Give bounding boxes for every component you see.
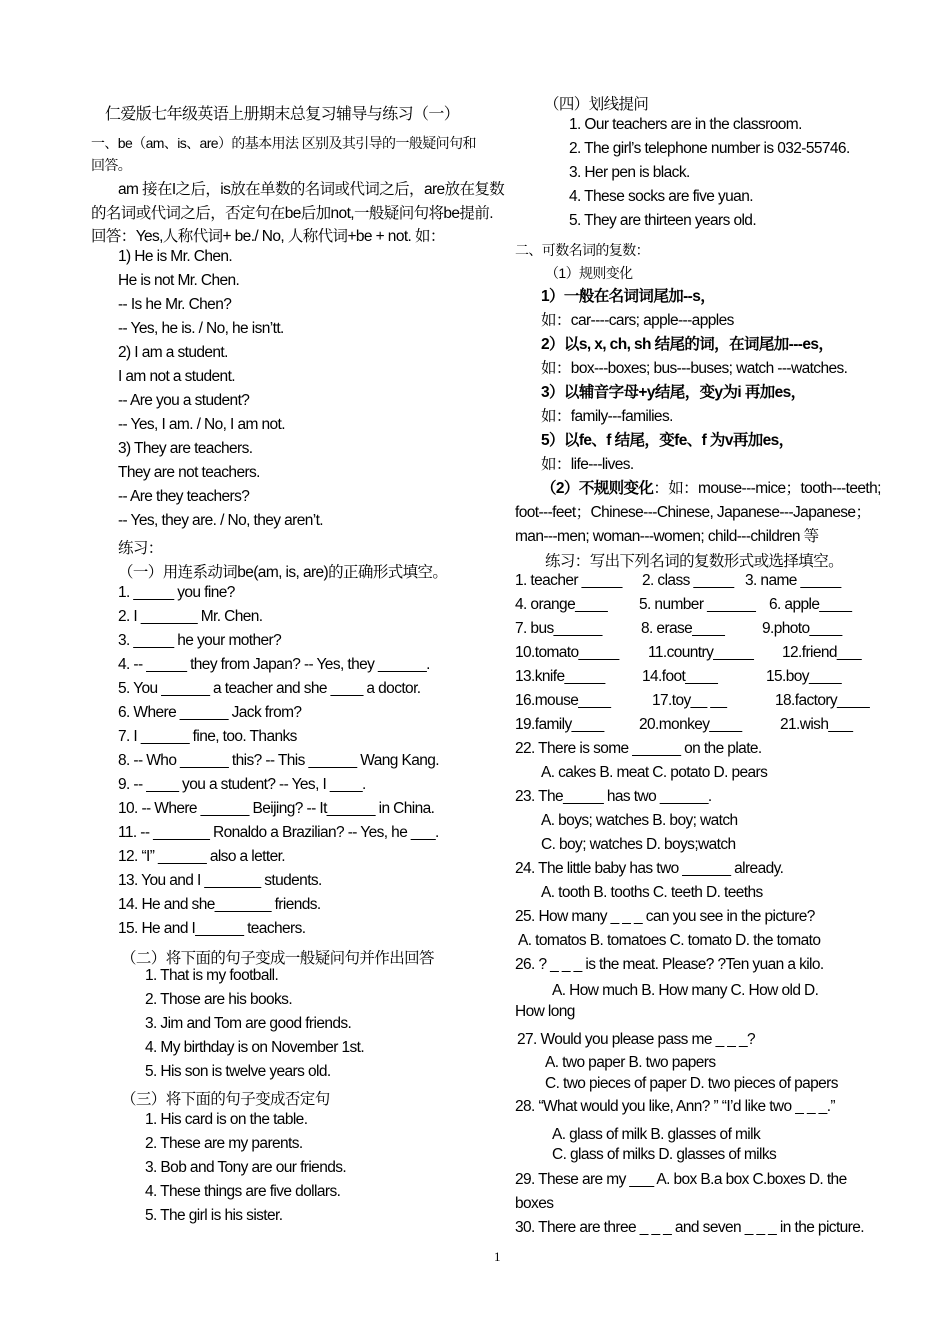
question-28-options-2: C. glass of milks D. glasses of milks (552, 1146, 777, 1163)
exercise-item: 3. Jim and Tom are good friends. (145, 1015, 352, 1032)
intro-line-3: am 接在I之后，is放在单数的名词或代词之后，are放在复数 (118, 181, 505, 198)
irregular-heading: （2）不规则变化 (541, 480, 654, 497)
question-29-continued: boxes (515, 1195, 554, 1212)
exercise-item: 2. I _______ Mr. Chen. (118, 608, 263, 625)
question-28: 28. “What would you like, Ann? ” “I’d like two _ _ _.” (515, 1098, 835, 1115)
plural-item: 9.photo____ (762, 620, 842, 637)
example-line: They are not teachers. (118, 464, 260, 481)
example-line: I am not a student. (118, 368, 235, 385)
practice-label: 练习： (118, 540, 163, 557)
plural-item: 13.knife_____ (515, 668, 605, 685)
example-line: 2) I am a student. (118, 344, 228, 361)
exercise-item: 13. You and I _______ students. (118, 872, 322, 889)
exercise-item: 4. My birthday is on November 1st. (145, 1039, 365, 1056)
rule-1: 1）一般在名词词尾加--s， (541, 288, 716, 305)
exercise-item: 14. He and she_______ friends. (118, 896, 321, 913)
document-title: 仁爱版七年级英语上册期末总复习辅导与练习（一） (105, 106, 460, 123)
plural-item: 6. apple____ (769, 596, 852, 613)
exercise-item: 2. These are my parents. (145, 1135, 303, 1152)
rule-2-example: 如：box---boxes; bus---buses; watch ---watches. (541, 360, 848, 377)
exercise-item: 15. He and I______ teachers. (118, 920, 306, 937)
example-line: 1) He is Mr. Chen. (118, 248, 233, 265)
exercise-item: 2. The girl’s telephone number is 032-55746. (569, 140, 850, 157)
irregular-line-1 (541, 476, 881, 498)
plural-item: 19.family____ (515, 716, 604, 733)
question-25: 25. How many _ _ _ can you see in the picture? (515, 908, 815, 925)
exercise-item: 1. His card is on the table. (145, 1111, 308, 1128)
irregular-line-2: foot---feet；Chinese---Chinese, Japanese---Japanese； (515, 504, 871, 521)
section2-title: （二）将下面的句子变成一般疑问句并作出回答 (121, 950, 434, 967)
plural-item: 1. teacher _____ (515, 572, 622, 589)
question-22-options: A. cakes B. meat C. potato D. pears (541, 764, 768, 781)
question-23: 23. The_____ has two ______. (515, 788, 712, 805)
exercise-item: 11. -- _______ Ronaldo a Brazilian? -- Yes, he ___. (118, 824, 439, 841)
example-line: -- Are they teachers? (118, 488, 250, 505)
plural-item: 21.wish___ (780, 716, 853, 733)
exercise-item: 8. -- Who ______ this? -- This ______ Wang Kang. (118, 752, 440, 769)
question-23-options-2: C. boy; watches D. boys;watch (541, 836, 736, 853)
question-29: 29. These are my ___ A. box B.a box C.boxes D. the (515, 1171, 847, 1188)
irregular-line-3: man---men; woman---women; child---children 等 (515, 528, 819, 545)
question-26: 26. ? _ _ _ is the meat. Please? ?Ten yuan a kilo. (515, 956, 824, 973)
question-22: 22. There is some ______ on the plate. (515, 740, 762, 757)
question-30: 30. There are three _ _ _ and seven _ _ _ in the picture. (515, 1219, 864, 1236)
plural-item: 14.foot____ (642, 668, 718, 685)
exercise-item: 4. These things are five dollars. (145, 1183, 341, 1200)
example-line: -- Yes, he is. / No, he isn’tt. (118, 320, 284, 337)
plural-item: 8. erase____ (641, 620, 725, 637)
plural-item: 12.friend___ (782, 644, 861, 661)
rule-2: 2）以s, x, ch, sh 结尾的词，在词尾加---es， (541, 336, 834, 353)
exercise-item: 5. They are thirteen years old. (569, 212, 757, 229)
example-line: -- Are you a student? (118, 392, 250, 409)
exercise-item: 7. I ______ fine, too. Thanks (118, 728, 297, 745)
plural-item: 4. orange____ (515, 596, 608, 613)
exercise-item: 2. Those are his books. (145, 991, 293, 1008)
plural-item: 2. class _____ (642, 572, 734, 589)
section1-title: （一）用连系动词be(am, is, are)的正确形式填空。 (118, 564, 448, 581)
rule-3: 3）以辅音字母+y结尾，变y为i 再加es， (541, 384, 806, 401)
exercise-item: 9. -- ____ you a student? -- Yes, I ____. (118, 776, 366, 793)
regular-title: （1）规则变化 (545, 265, 633, 281)
question-27-options-2: C. two pieces of paper D. two pieces of papers (545, 1075, 838, 1092)
question-26-options-1: A. How much B. How many C. How old D. (552, 982, 819, 999)
plural-item: 5. number ______ (639, 596, 756, 613)
plural-item: 15.boy____ (766, 668, 842, 685)
part2-title: 二、可数名词的复数： (515, 242, 649, 258)
plural-item: 10.tomato_____ (515, 644, 619, 661)
exercise-item: 1. Our teachers are in the classroom. (569, 116, 802, 133)
exercise-item: 5. His son is twelve years old. (145, 1063, 331, 1080)
example-line: 3) They are teachers. (118, 440, 253, 457)
intro-line-2: 回答。 (91, 157, 132, 173)
rule-1-example: 如：car----cars; apple---apples (541, 312, 734, 329)
example-line: He is not Mr. Chen. (118, 272, 240, 289)
question-27-options-1: A. two paper B. two papers (545, 1054, 716, 1071)
example-line: -- Is he Mr. Chen? (118, 296, 232, 313)
plural-item: 11.country_____ (648, 644, 754, 661)
exercise-item: 5. You ______ a teacher and she ____ a doctor. (118, 680, 421, 697)
plural-item: 20.monkey____ (639, 716, 742, 733)
exercise-item: 4. These socks are five yuan. (569, 188, 753, 205)
plural-item: 18.factory____ (775, 692, 870, 709)
intro-line-4: 的名词或代词之后，否定句在be后加not,一般疑问句将be提前. (91, 205, 493, 222)
exercise-item: 5. The girl is his sister. (145, 1207, 283, 1224)
section4-title: （四）划线提问 (544, 96, 649, 113)
question-23-options-1: A. boys; watches B. boy; watch (541, 812, 738, 829)
question-24: 24. The little baby has two ______ already. (515, 860, 784, 877)
exercise-item: 3. Her pen is black. (569, 164, 690, 181)
exercise-item: 12. “I” ______ also a letter. (118, 848, 285, 865)
plural-item: 16.mouse____ (515, 692, 611, 709)
rule-3-example: 如：family---families. (541, 408, 673, 425)
example-line: -- Yes, they are. / No, they aren’t. (118, 512, 323, 529)
question-24-options: A. tooth B. tooths C. teeth D. teeths (541, 884, 763, 901)
question-28-options-1: A. glass of milk B. glasses of milk (552, 1126, 761, 1143)
question-26-options-2: How long (515, 1003, 575, 1020)
exercise-item: 3. Bob and Tony are our friends. (145, 1159, 347, 1176)
irregular-examples: ：如：mouse---mice；tooth---teeth; (653, 480, 881, 497)
exercise-item: 1. _____ you fine? (118, 584, 235, 601)
plural-item: 17.toy__ __ (652, 692, 727, 709)
intro-line-5: 回答：Yes,人称代词+ be./ No, 人称代词+be + not. 如： (91, 228, 445, 245)
exercise-item: 10. -- Where ______ Beijing? -- It______ in China. (118, 800, 435, 817)
exercise-item: 1. That is my football. (145, 967, 279, 984)
intro-line-1: 一、be（am、is、are）的基本用法 区别及其引导的一般疑问句和 (91, 135, 476, 151)
practice-title: 练习：写出下列名词的复数形式或选择填空。 (545, 553, 844, 570)
exercise-item: 3. _____ he your mother? (118, 632, 282, 649)
exercise-item: 6. Where ______ Jack from? (118, 704, 302, 721)
exercise-item: 4. -- _____ they from Japan? -- Yes, they ______. (118, 656, 430, 673)
rule-5-example: 如：life---lives. (541, 456, 634, 473)
plural-item: 3. name _____ (745, 572, 841, 589)
page-number: 1 (494, 1249, 501, 1264)
rule-5: 5）以fe、f 结尾，变fe、f 为v再加es， (541, 432, 794, 449)
section3-title: （三）将下面的句子变成否定句 (121, 1091, 330, 1108)
plural-item: 7. bus______ (515, 620, 602, 637)
example-line: -- Yes, I am. / No, I am not. (118, 416, 285, 433)
question-27: 27. Would you please pass me _ _ _? (517, 1031, 756, 1048)
question-25-options: A. tomatos B. tomatoes C. tomato D. the tomato (518, 932, 821, 949)
